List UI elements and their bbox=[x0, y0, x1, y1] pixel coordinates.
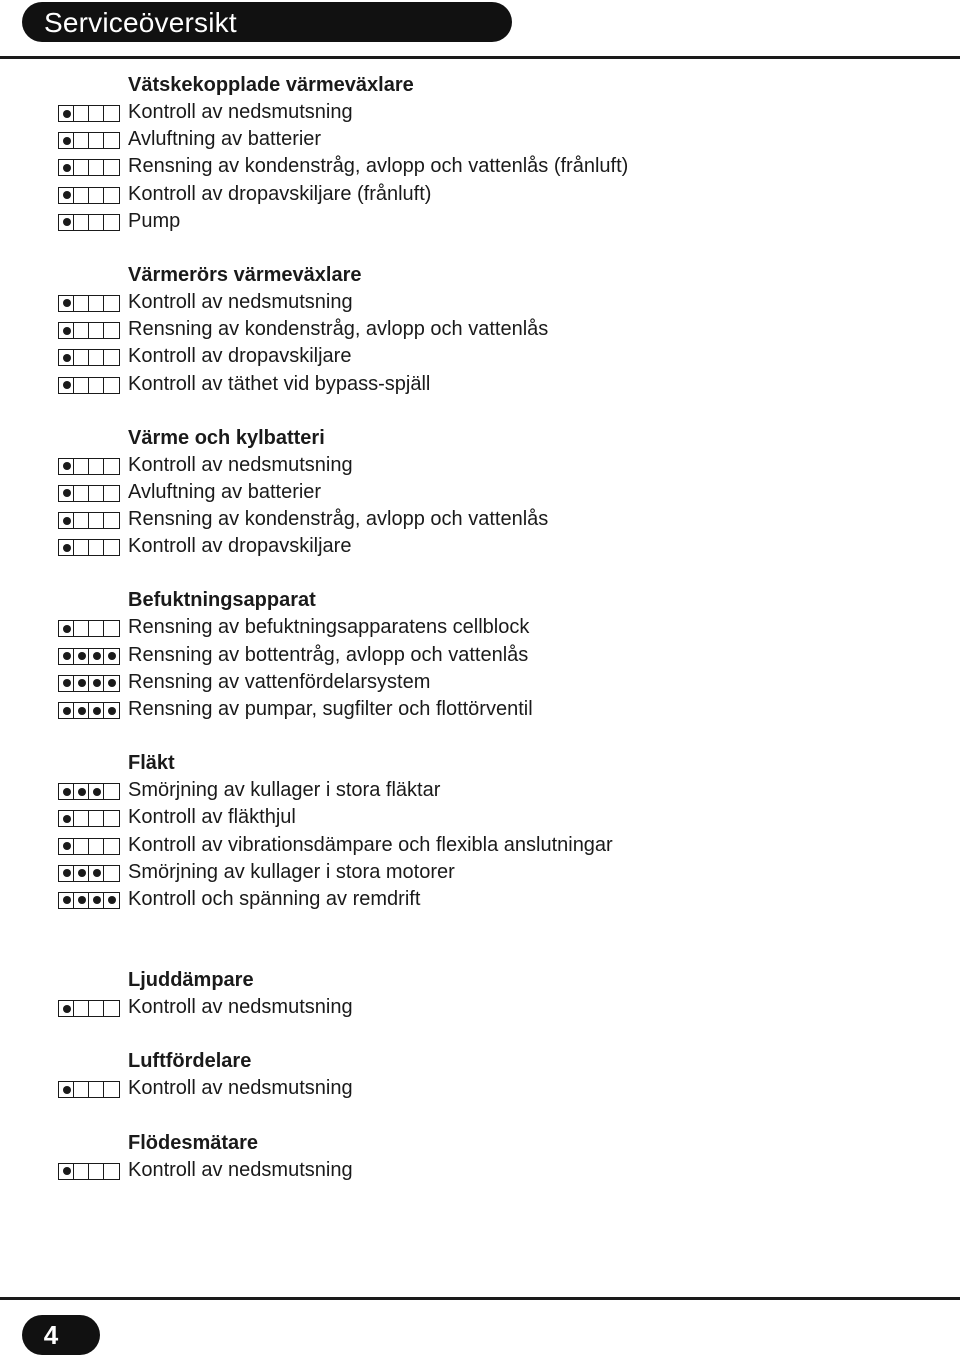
empty-interval-box-icon bbox=[103, 105, 120, 122]
interval-indicator bbox=[58, 377, 118, 393]
task-row bbox=[0, 886, 960, 913]
task-row bbox=[0, 614, 960, 641]
interval-indicator bbox=[58, 485, 118, 501]
task-label: Kontroll av nedsmutsning bbox=[128, 101, 353, 123]
section-heading: Värmerörs värmeväxlare bbox=[128, 263, 362, 286]
filled-interval-box-icon bbox=[103, 702, 120, 719]
interval-indicator bbox=[58, 648, 118, 664]
task-label: Kontroll av dropavskiljare bbox=[128, 345, 352, 368]
task-row bbox=[0, 316, 960, 343]
task-label: Rensning av bottentråg, avlopp och vattenlås bbox=[128, 643, 529, 666]
empty-interval-box-icon bbox=[103, 349, 120, 366]
service-section bbox=[0, 1130, 960, 1184]
page-title: Serviceöversikt bbox=[44, 7, 237, 38]
section-heading: Flödesmätare bbox=[128, 1131, 259, 1154]
interval-indicator bbox=[58, 132, 118, 148]
task-label: Rensning av kondenstråg, avlopp och vattenlås bbox=[128, 508, 549, 531]
interval-indicator bbox=[58, 702, 118, 718]
task-row bbox=[0, 153, 960, 180]
interval-indicator bbox=[58, 783, 118, 799]
task-row bbox=[0, 452, 960, 479]
task-row bbox=[0, 1075, 960, 1102]
interval-indicator bbox=[58, 458, 118, 474]
task-row bbox=[0, 832, 960, 859]
top-divider bbox=[0, 56, 960, 59]
empty-interval-box-icon bbox=[103, 214, 120, 231]
interval-indicator bbox=[58, 892, 118, 908]
page-number: 4 bbox=[43, 1320, 59, 1350]
task-row bbox=[0, 994, 960, 1021]
task-label: Kontroll av täthet vid bypass-spjäll bbox=[128, 372, 431, 395]
empty-interval-box-icon bbox=[103, 810, 120, 827]
interval-indicator bbox=[58, 322, 118, 338]
service-section bbox=[0, 750, 960, 913]
task-label: Kontroll av nedsmutsning bbox=[128, 1077, 353, 1100]
task-row bbox=[0, 506, 960, 533]
empty-interval-box-icon bbox=[103, 865, 120, 882]
empty-interval-box-icon bbox=[103, 187, 120, 204]
empty-interval-box-icon bbox=[103, 1163, 120, 1180]
empty-interval-box-icon bbox=[103, 485, 120, 502]
page-number-badge bbox=[22, 1315, 100, 1355]
header-bar bbox=[22, 2, 512, 42]
empty-interval-box-icon bbox=[103, 295, 120, 312]
filled-interval-box-icon bbox=[103, 675, 120, 692]
task-label: Rensning av pumpar, sugfilter och flottörventil bbox=[128, 698, 533, 720]
task-label: Rensning av kondenstråg, avlopp och vattenlås (frånluft) bbox=[128, 155, 629, 178]
service-overview-list bbox=[0, 72, 960, 1184]
section-heading: Värme och kylbatteri bbox=[128, 426, 325, 449]
task-label: Kontroll av nedsmutsning bbox=[128, 996, 353, 1019]
task-label: Rensning av befuktningsapparatens cellblock bbox=[128, 616, 530, 639]
interval-indicator bbox=[58, 187, 118, 203]
interval-indicator bbox=[58, 620, 118, 636]
task-label: Kontroll av nedsmutsning bbox=[128, 1158, 353, 1181]
service-section bbox=[0, 262, 960, 398]
task-label: Kontroll av dropavskiljare bbox=[128, 535, 352, 558]
task-row bbox=[0, 343, 960, 370]
task-label: Rensning av vattenfördelarsystem bbox=[128, 670, 431, 693]
interval-indicator bbox=[58, 838, 118, 854]
section-heading: Befuktningsapparat bbox=[128, 589, 316, 612]
task-row bbox=[0, 859, 960, 886]
interval-indicator bbox=[58, 810, 118, 826]
task-row bbox=[0, 289, 960, 316]
empty-interval-box-icon bbox=[103, 159, 120, 176]
section-heading: Luftfördelare bbox=[128, 1050, 252, 1073]
task-label: Kontroll och spänning av remdrift bbox=[128, 887, 421, 910]
task-row bbox=[0, 99, 960, 126]
interval-indicator bbox=[58, 214, 118, 230]
empty-interval-box-icon bbox=[103, 458, 120, 475]
task-row bbox=[0, 371, 960, 398]
task-label: Kontroll av nedsmutsning bbox=[128, 290, 353, 313]
task-row bbox=[0, 804, 960, 831]
task-row bbox=[0, 126, 960, 153]
interval-indicator bbox=[58, 865, 118, 881]
task-row bbox=[0, 642, 960, 669]
task-label: Avluftning av batterier bbox=[128, 480, 322, 503]
task-row bbox=[0, 479, 960, 506]
bottom-divider bbox=[0, 1297, 960, 1300]
task-row bbox=[0, 208, 960, 235]
empty-interval-box-icon bbox=[103, 377, 120, 394]
service-section bbox=[0, 967, 960, 1021]
task-row bbox=[0, 1157, 960, 1184]
empty-interval-box-icon bbox=[103, 322, 120, 339]
interval-indicator bbox=[58, 675, 118, 691]
section-heading: Ljuddämpare bbox=[128, 969, 254, 992]
filled-interval-box-icon bbox=[103, 648, 120, 665]
empty-interval-box-icon bbox=[103, 512, 120, 529]
service-section bbox=[0, 72, 960, 235]
service-section bbox=[0, 425, 960, 561]
empty-interval-box-icon bbox=[103, 132, 120, 149]
task-label: Kontroll av fläkthjul bbox=[128, 806, 296, 829]
task-label: Avluftning av batterier bbox=[128, 128, 322, 151]
empty-interval-box-icon bbox=[103, 1000, 120, 1017]
task-row bbox=[0, 181, 960, 208]
task-label: Rensning av kondenstråg, avlopp och vattenlås bbox=[128, 318, 549, 341]
interval-indicator bbox=[58, 512, 118, 528]
task-row bbox=[0, 533, 960, 560]
task-row bbox=[0, 696, 960, 723]
task-row bbox=[0, 669, 960, 696]
section-heading: Fläkt bbox=[128, 752, 175, 775]
empty-interval-box-icon bbox=[103, 620, 120, 637]
interval-indicator bbox=[58, 295, 118, 311]
interval-indicator bbox=[58, 105, 118, 121]
empty-interval-box-icon bbox=[103, 838, 120, 855]
interval-indicator bbox=[58, 1081, 118, 1097]
empty-interval-box-icon bbox=[103, 783, 120, 800]
empty-interval-box-icon bbox=[103, 1081, 120, 1098]
task-label: Smörjning av kullager i stora motorer bbox=[128, 860, 455, 883]
task-label: Kontroll av nedsmutsning bbox=[128, 453, 353, 476]
task-label: Smörjning av kullager i stora fläktar bbox=[128, 779, 441, 802]
interval-indicator bbox=[58, 349, 118, 365]
interval-indicator bbox=[58, 539, 118, 555]
filled-interval-box-icon bbox=[103, 892, 120, 909]
service-section bbox=[0, 1048, 960, 1102]
section-heading: Vätskekopplade värmeväxlare bbox=[128, 74, 414, 96]
interval-indicator bbox=[58, 1163, 118, 1179]
task-label: Kontroll av vibrationsdämpare och flexibla anslutningar bbox=[128, 833, 613, 856]
task-label: Kontroll av dropavskiljare (frånluft) bbox=[128, 182, 432, 205]
interval-indicator bbox=[58, 1000, 118, 1016]
task-label: Pump bbox=[128, 209, 181, 232]
task-row bbox=[0, 777, 960, 804]
interval-indicator bbox=[58, 159, 118, 175]
empty-interval-box-icon bbox=[103, 539, 120, 556]
service-section bbox=[0, 587, 960, 723]
